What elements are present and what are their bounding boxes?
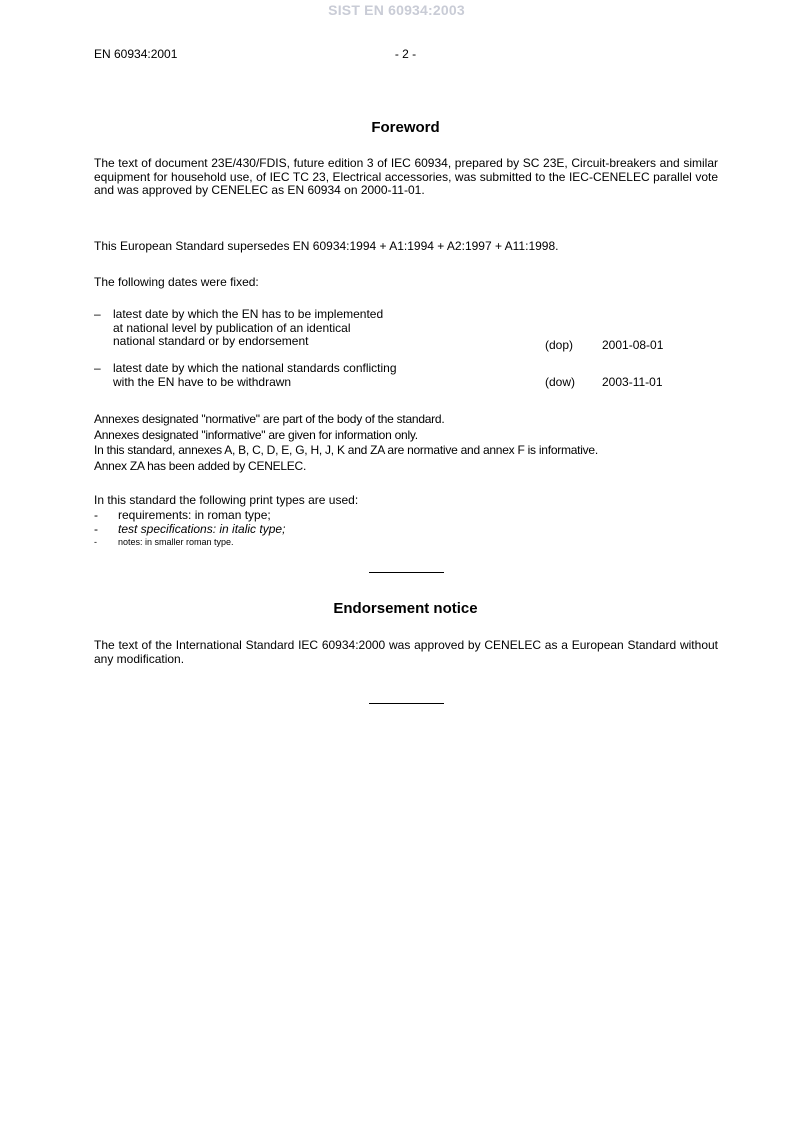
date-item-dow: [94, 362, 718, 392]
date-item-text: [113, 362, 533, 389]
list-bullet: -: [94, 537, 97, 547]
endorsement-text: The text of the International Standard IEC 60934:2000 was approved by CENELEC as a European Standard without any modification.: [94, 638, 718, 666]
foreword-paragraph-2: This European Standard supersedes EN 60934:1994 + A1:1994 + A2:1997 + A11:1998.: [94, 239, 559, 253]
date-item-line: latest date by which the national standards conflicting: [113, 361, 397, 375]
list-dash: –: [94, 307, 101, 321]
foreword-heading: Foreword: [371, 119, 440, 136]
print-types-intro: In this standard the following print types are used:: [94, 493, 359, 507]
watermark: SIST EN 60934:2003: [328, 2, 465, 18]
print-type-italic: test specifications: in italic type;: [118, 522, 286, 536]
foreword-paragraph-3: The following dates were fixed:: [94, 275, 259, 289]
endorsement-heading: Endorsement notice: [333, 600, 478, 617]
date-item-line: at national level by publication of an identical: [113, 320, 351, 335]
annex-line: Annexes designated "informative" are given for information only.: [94, 427, 418, 442]
annex-notes: [94, 412, 718, 474]
date-code: (dow): [545, 375, 576, 389]
document-id: EN 60934:2001: [94, 47, 178, 61]
annex-line: In this standard, annexes A, B, C, D, E, G, H, J, K and ZA are normative and annex F is informative.: [94, 443, 598, 457]
date-item-line: national standard or by endorsement: [113, 334, 309, 348]
date-item-line: with the EN have to be withdrawn: [113, 374, 292, 389]
foreword-paragraph-1: The text of document 23E/430/FDIS, future edition 3 of IEC 60934, prepared by SC 23E, Circuit-breakers and similar equipment for household use, of IEC TC 23, Electrical accessories, was submitted to the IEC-CENELEC parallel vote and was approved by CENELEC as EN 60934 on 2000-11-01.: [94, 156, 718, 197]
print-type-roman: requirements: in roman type;: [118, 508, 271, 522]
section-divider: [369, 572, 444, 573]
annex-line: Annex ZA has been added by CENELEC.: [94, 458, 307, 473]
list-bullet: -: [94, 508, 98, 522]
list-bullet: -: [94, 522, 98, 536]
date-item-dop: [94, 308, 718, 352]
date-item-line: latest date by which the EN has to be implemented: [113, 307, 384, 321]
print-types-list: [94, 509, 718, 549]
annex-line: Annexes designated "normative" are part of the body of the standard.: [94, 412, 445, 426]
list-item: [94, 509, 718, 523]
list-item: [94, 537, 718, 549]
section-divider: [369, 703, 444, 704]
list-item: [94, 523, 718, 537]
date-code: (dop): [545, 338, 574, 352]
page-number: - 2 -: [394, 47, 417, 61]
date-value: 2001-08-01: [602, 338, 664, 352]
print-type-notes: notes: in smaller roman type.: [118, 537, 234, 547]
date-item-text: [113, 308, 533, 349]
list-dash: –: [94, 361, 101, 375]
date-value: 2003-11-01: [602, 375, 663, 389]
